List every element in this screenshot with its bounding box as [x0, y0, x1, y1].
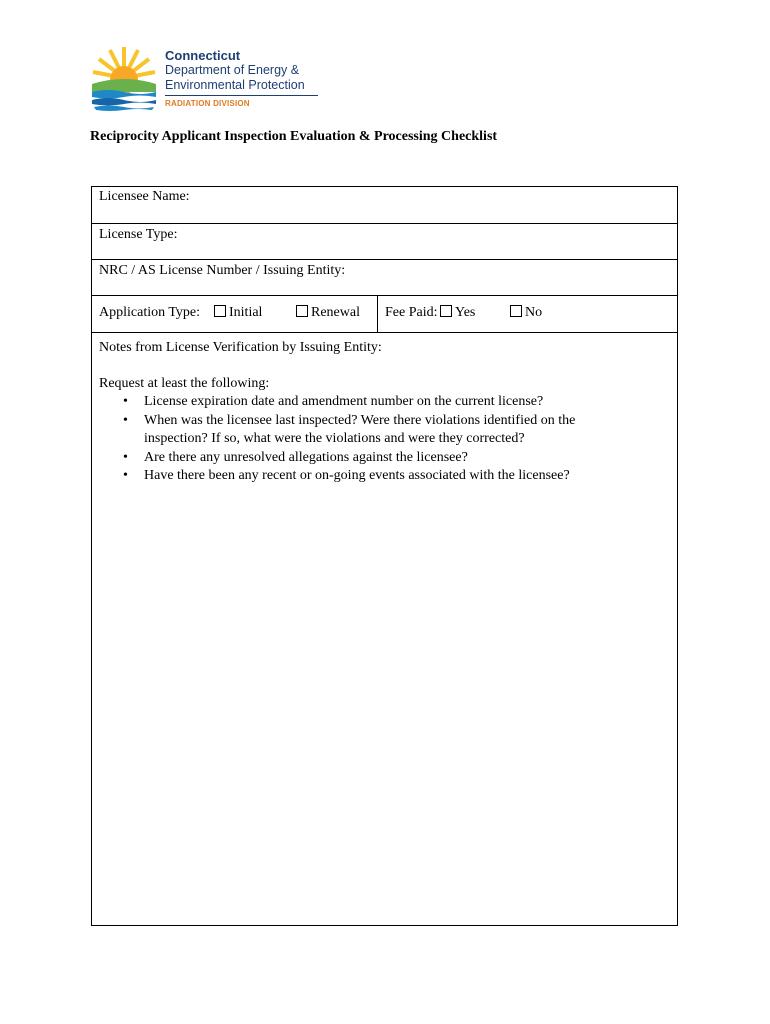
bullet-icon: •	[123, 468, 128, 483]
initial-checkbox[interactable]	[214, 305, 226, 317]
request-list	[99, 393, 677, 486]
sun-wave-logo-icon	[90, 44, 158, 116]
license-type-label: License Type:	[99, 227, 178, 242]
request-text: Are there any unresolved allegations against the licensee?	[144, 449, 468, 465]
deep-logo	[90, 44, 330, 116]
renewal-checkbox[interactable]	[296, 305, 308, 317]
notes-field[interactable]	[92, 333, 677, 486]
application-type-group	[92, 296, 378, 332]
licensee-name-field[interactable]	[92, 187, 677, 224]
option-initial[interactable]	[210, 305, 262, 321]
initial-label: Initial	[229, 305, 263, 320]
request-text: Have there been any recent or on-going events associated with the licensee?	[144, 468, 570, 483]
page-title: Reciprocity Applicant Inspection Evaluation & Processing Checklist	[90, 129, 498, 144]
option-renewal[interactable]	[292, 305, 360, 321]
list-item	[123, 393, 677, 412]
licensee-name-label: Licensee Name:	[99, 189, 190, 204]
license-type-field[interactable]	[92, 224, 677, 260]
fee-paid-group	[378, 296, 677, 332]
request-text: License expiration date and amendment number on the current license?	[144, 394, 544, 409]
fee-paid-label: Fee Paid:	[385, 305, 438, 320]
bullet-icon: •	[123, 449, 128, 465]
application-type-label: Application Type:	[99, 305, 201, 320]
license-number-field[interactable]	[92, 260, 677, 296]
bullet-icon: •	[123, 394, 128, 409]
list-item	[123, 449, 677, 468]
bullet-icon: •	[123, 412, 128, 428]
org-divider	[165, 95, 318, 96]
org-line-3: Environmental Protection	[165, 78, 305, 92]
request-text: When was the licensee last inspected? Were there violations identified on the inspection? If so, what were the violations and were they corrected?	[144, 412, 576, 446]
org-line-1: Connecticut	[165, 48, 241, 63]
checklist-form	[91, 186, 678, 926]
yes-checkbox[interactable]	[440, 305, 452, 317]
list-item	[123, 467, 677, 486]
division-name: RADIATION DIVISION	[165, 99, 250, 108]
renewal-label: Renewal	[311, 305, 360, 320]
list-item	[123, 412, 677, 449]
notes-label: Notes from License Verification by Issuing Entity:	[99, 340, 382, 355]
organization-name	[165, 48, 318, 108]
yes-label: Yes	[455, 305, 476, 320]
request-intro: Request at least the following:	[99, 376, 270, 391]
org-line-2: Department of Energy &	[165, 63, 300, 77]
application-fee-row	[92, 296, 677, 333]
option-no[interactable]	[506, 305, 542, 321]
no-checkbox[interactable]	[510, 305, 522, 317]
license-number-label: NRC / AS License Number / Issuing Entity:	[99, 263, 346, 278]
option-yes[interactable]	[436, 305, 475, 321]
no-label: No	[525, 305, 543, 320]
